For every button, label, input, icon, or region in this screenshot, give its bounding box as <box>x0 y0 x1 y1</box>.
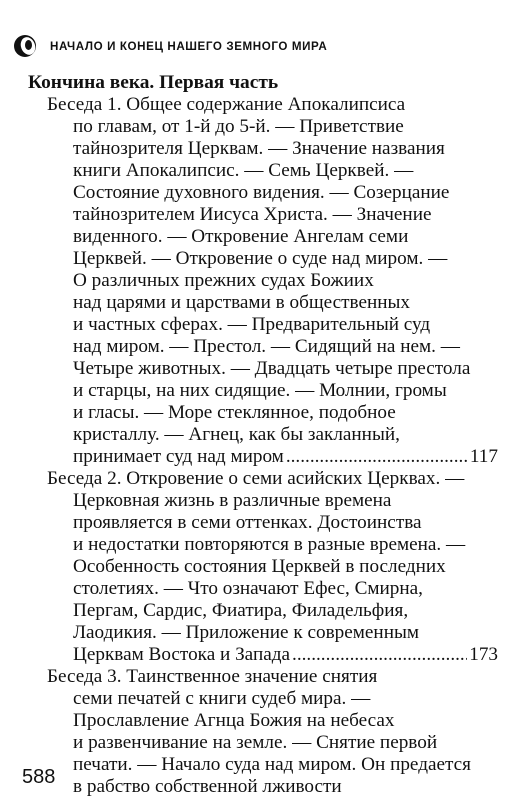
toc-entry-line: и развенчивание на земле. — Снятие первой <box>73 732 438 753</box>
toc-entry-line: Лаодикия. — Приложение к современным <box>73 622 420 643</box>
toc-entry-line: и частных сферах. — Предварительный суд <box>73 314 431 335</box>
page-number: 588 <box>22 766 56 788</box>
toc-content <box>28 72 498 798</box>
dot-leader <box>292 644 467 666</box>
toc-entry-line: Прославление Агнца Божия на небесах <box>73 710 395 731</box>
toc-entry-line: Особенность состояния Церквей в последних <box>73 556 446 577</box>
toc-entry-line: О различных прежних судах Божиих <box>73 270 374 291</box>
toc-entry-1 <box>47 94 498 468</box>
toc-entry-line: тайнозрителя Церквам. — Значение названия <box>73 138 445 159</box>
toc-entry-last-line <box>47 446 498 468</box>
toc-entry-line: и старцы, на них сидящие. — Молнии, громы <box>73 380 447 401</box>
toc-entry-line: над царями и царствами в общественных <box>73 292 410 313</box>
toc-entry-line: Церковная жизнь в различные времена <box>73 490 392 511</box>
toc-entry-line: виденного. — Откровение Ангелам семи <box>73 226 409 247</box>
toc-entry-line: столетиях. — Что означают Ефес, Смирна, <box>73 578 423 599</box>
part-title: Кончина века. Первая часть <box>28 72 279 93</box>
toc-entry-line: и гласы. — Море стеклянное, подобное <box>73 402 396 423</box>
toc-entry-line: кристаллу. — Агнец, как бы закланный, <box>73 424 400 445</box>
toc-entry-last-line <box>47 644 498 666</box>
toc-entry-line: над миром. — Престол. — Сидящий на нем. — <box>73 336 460 357</box>
toc-entry-line: Церквей. — Откровение о суде над миром. — <box>73 248 448 269</box>
crescent-circle-icon <box>14 35 36 57</box>
toc-sections <box>28 94 498 798</box>
toc-entry-heading: Беседа 1. Общее содержание Апокалипсиса <box>47 94 406 115</box>
toc-entry-line: Состояние духовного видения. — Созерцание <box>73 182 450 203</box>
toc-entry-line: принимает суд над миром <box>73 446 284 467</box>
toc-entry-line: в рабство собственной лживости <box>73 776 342 797</box>
toc-entry-line: и недостатки повторяются в разные времена. — <box>73 534 466 555</box>
toc-entry-line: Пергам, Сардис, Фиатира, Филадельфия, <box>73 600 409 621</box>
toc-entry-line: печати. — Начало суда над миром. Он предается <box>73 754 471 775</box>
toc-entry-2 <box>47 468 498 666</box>
toc-entry-line: книги Апокалипсис. — Семь Церквей. — <box>73 160 414 181</box>
toc-page-number: 117 <box>469 446 498 467</box>
running-header <box>14 34 504 58</box>
toc-entry-line: Церквам Востока и Запада <box>73 644 291 665</box>
toc-entry-line: проявляется в семи оттенках. Достоинства <box>73 512 422 533</box>
toc-entry-3 <box>47 666 498 798</box>
toc-entry-line: семи печатей с книги судеб мира. — <box>73 688 371 709</box>
running-title: НАЧАЛО И КОНЕЦ НАШЕГО ЗЕМНОГО МИРА <box>50 39 328 53</box>
toc-page-number: 173 <box>469 644 498 665</box>
toc-entry-heading: Беседа 3. Таинственное значение снятия <box>47 666 378 687</box>
toc-entry-line: тайнозрителем Иисуса Христа. — Значение <box>73 204 432 225</box>
toc-entry-line: Четыре животных. — Двадцать четыре престола <box>73 358 471 379</box>
toc-entry-heading: Беседа 2. Откровение о семи асийских Церквах. — <box>47 468 465 489</box>
dot-leader <box>286 446 468 468</box>
toc-entry-line: по главам, от 1-й до 5-й. — Приветствие <box>73 116 404 137</box>
